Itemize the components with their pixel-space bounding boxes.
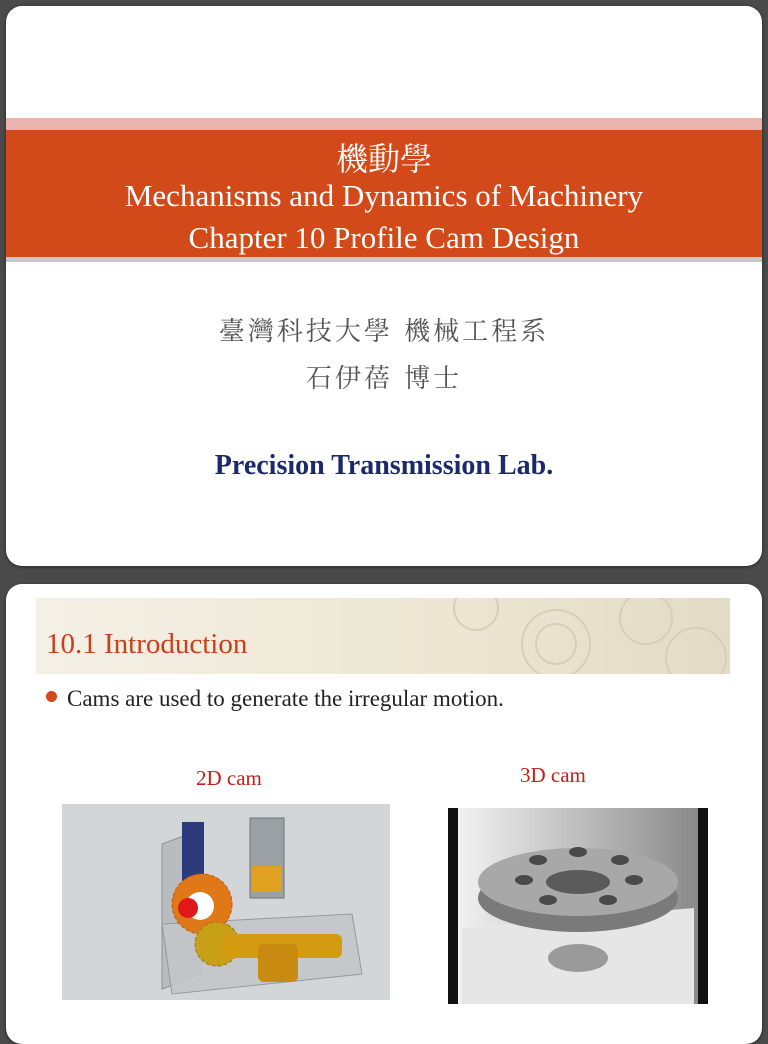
title-band-accent <box>6 118 762 130</box>
bullet-item <box>46 686 504 712</box>
caption-2d-cam: 2D cam <box>196 766 262 790</box>
chapter-title: Chapter 10 Profile Cam Design <box>188 220 580 255</box>
course-title-english: Mechanisms and Dynamics of Machinery <box>124 178 644 213</box>
title-band <box>6 130 762 262</box>
image-2d-cam <box>62 804 390 1000</box>
title-slide <box>6 6 762 566</box>
lab-name: Precision Transmission Lab. <box>214 450 554 481</box>
introduction-slide <box>6 584 762 1044</box>
school-department: 臺灣科技大學 機械工程系 <box>218 317 550 347</box>
section-title: 10.1 Introduction <box>46 628 248 660</box>
course-title-chinese: 機動學 <box>335 140 432 178</box>
author-name: 石伊蓓 博士 <box>305 364 463 394</box>
image-3d-cam <box>448 808 708 1004</box>
section-header <box>36 598 730 674</box>
bullet-text: Cams are used to generate the irregular motion. <box>67 686 504 711</box>
bullet-dot-icon <box>46 691 57 702</box>
caption-3d-cam: 3D cam <box>520 763 586 787</box>
